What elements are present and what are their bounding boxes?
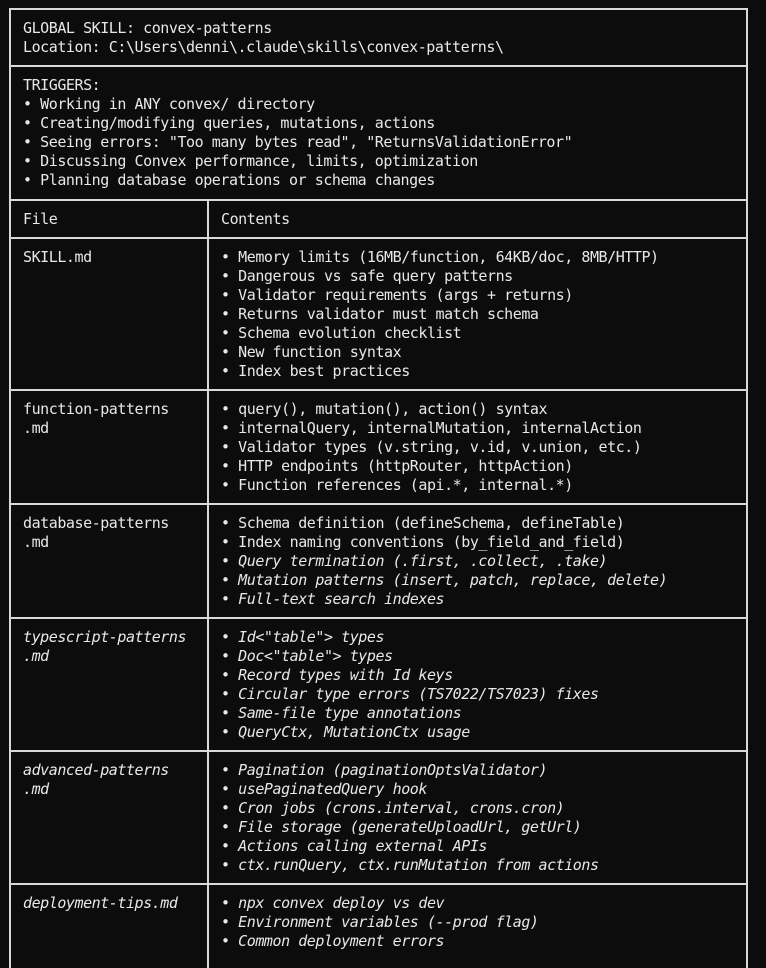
trigger-item: • Planning database operations or schema changes	[23, 171, 435, 189]
table-header-row	[11, 201, 746, 239]
file-name-ext: .md	[23, 780, 49, 798]
file-cell	[23, 628, 203, 666]
content-item: • ctx.runQuery, ctx.runMutation from actions	[221, 856, 599, 874]
column-header-contents: Contents	[221, 210, 290, 228]
skill-location: Location: C:\Users\denni\.claude\skills\convex-patterns\	[23, 38, 504, 56]
table-row	[11, 505, 746, 619]
file-cell	[23, 248, 203, 267]
content-item: • Query termination (.first, .collect, .take)	[221, 552, 608, 570]
skill-header	[11, 10, 746, 67]
content-item: • QueryCtx, MutationCtx usage	[221, 723, 470, 741]
content-item: • npx convex deploy vs dev	[221, 894, 445, 912]
table-row	[11, 619, 746, 752]
content-item: • internalQuery, internalMutation, internalAction	[221, 419, 642, 437]
trigger-item: • Discussing Convex performance, limits, optimization	[23, 152, 478, 170]
content-item: • Doc<"table"> types	[221, 647, 393, 665]
content-item: • Validator types (v.string, v.id, v.union, etc.)	[221, 438, 642, 456]
content-item: • Full-text search indexes	[221, 590, 445, 608]
file-name-ext: .md	[23, 533, 49, 551]
trigger-item: • Working in ANY convex/ directory	[23, 95, 315, 113]
file-name-ext: .md	[23, 647, 49, 665]
column-header-file: File	[23, 210, 58, 228]
file-name: deployment-tips.md	[23, 894, 178, 912]
content-item: • Id<"table"> types	[221, 628, 385, 646]
contents-cell	[221, 248, 738, 381]
trigger-item: • Creating/modifying queries, mutations, actions	[23, 114, 435, 132]
column-divider	[207, 201, 209, 968]
file-name: SKILL.md	[23, 248, 92, 266]
content-item: • Index best practices	[221, 362, 410, 380]
content-item: • Same-file type annotations	[221, 704, 462, 722]
content-item: • Actions calling external APIs	[221, 837, 488, 855]
contents-cell	[221, 628, 738, 742]
contents-cell	[221, 400, 738, 495]
content-item: • Common deployment errors	[221, 932, 445, 950]
content-item: • Dangerous vs safe query patterns	[221, 267, 513, 285]
table-row	[11, 391, 746, 505]
file-name: database-patterns	[23, 514, 169, 532]
content-item: • Cron jobs (crons.interval, crons.cron)	[221, 799, 565, 817]
content-item: • Validator requirements (args + returns)	[221, 286, 573, 304]
content-item: • Memory limits (16MB/function, 64KB/doc, 8MB/HTTP)	[221, 248, 659, 266]
table-row	[11, 239, 746, 391]
content-item: • New function syntax	[221, 343, 402, 361]
content-item: • Function references (api.*, internal.*)	[221, 476, 573, 494]
file-name: function-patterns	[23, 400, 169, 418]
skill-title: GLOBAL SKILL: convex-patterns	[23, 19, 272, 37]
file-cell	[23, 894, 203, 913]
table-row	[11, 885, 746, 965]
file-name: advanced-patterns	[23, 761, 169, 779]
file-name-ext: .md	[23, 419, 49, 437]
file-name: typescript-patterns	[23, 628, 187, 646]
triggers-heading: TRIGGERS:	[23, 76, 101, 94]
content-item: • Mutation patterns (insert, patch, replace, delete)	[221, 571, 668, 589]
content-item: • File storage (generateUploadUrl, getUrl)	[221, 818, 582, 836]
file-cell	[23, 400, 203, 438]
skill-info-box	[9, 8, 748, 968]
content-item: • Returns validator must match schema	[221, 305, 539, 323]
contents-cell	[221, 894, 738, 951]
file-cell	[23, 761, 203, 799]
content-item: • Schema evolution checklist	[221, 324, 462, 342]
table-row	[11, 752, 746, 885]
trigger-item: • Seeing errors: "Too many bytes read", "ReturnsValidationError"	[23, 133, 573, 151]
content-item: • query(), mutation(), action() syntax	[221, 400, 548, 418]
triggers-section	[11, 67, 746, 201]
content-item: • Record types with Id keys	[221, 666, 453, 684]
content-item: • Circular type errors (TS7022/TS7023) fixes	[221, 685, 599, 703]
content-item: • usePaginatedQuery hook	[221, 780, 427, 798]
content-item: • Environment variables (--prod flag)	[221, 913, 539, 931]
file-cell	[23, 514, 203, 552]
content-item: • Pagination (paginationOptsValidator)	[221, 761, 548, 779]
content-item: • Index naming conventions (by_field_and_field)	[221, 533, 625, 551]
contents-cell	[221, 761, 738, 875]
content-item: • HTTP endpoints (httpRouter, httpAction)	[221, 457, 573, 475]
contents-cell	[221, 514, 738, 609]
content-item: • Schema definition (defineSchema, defineTable)	[221, 514, 625, 532]
